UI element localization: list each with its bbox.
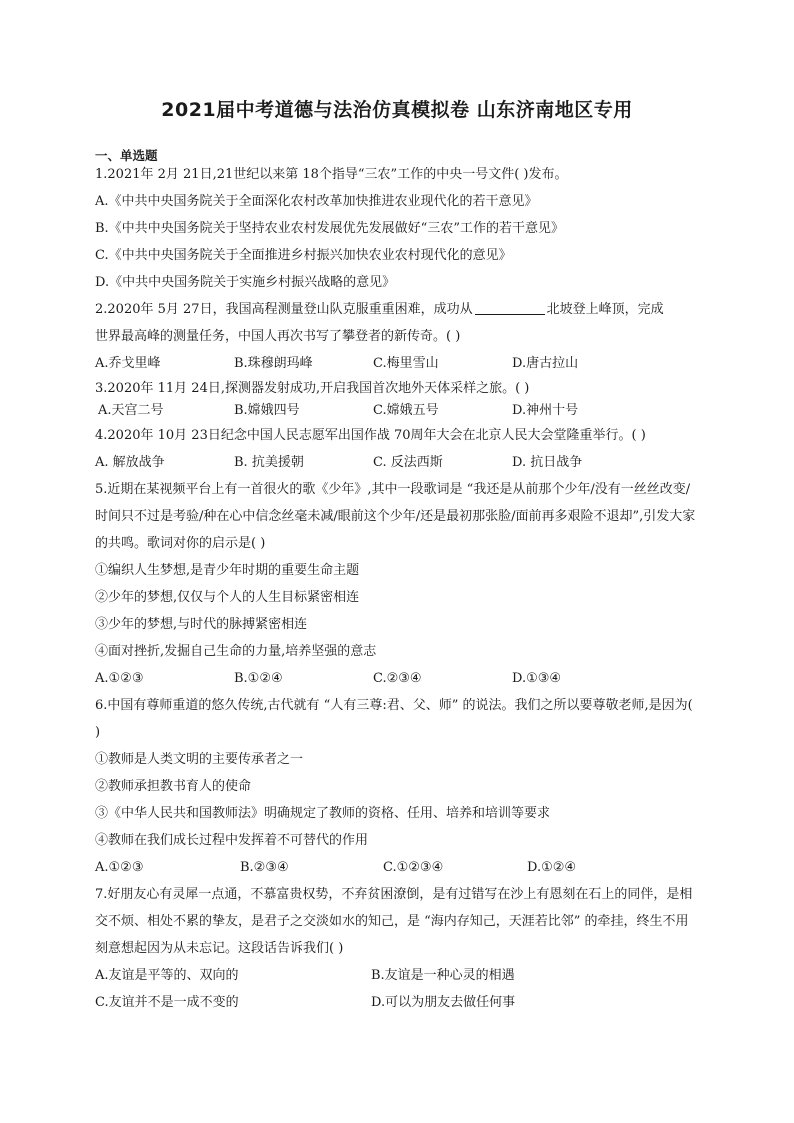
section-heading: 一、单选题 xyxy=(95,148,158,163)
question-3-option-a: A.天宫二号 xyxy=(98,403,164,418)
question-2-stem-cont: 世界最高峰的测量任务，中国人再次书写了攀登者的新传奇。( ) xyxy=(95,329,461,344)
question-5-option-a: A.①②③ xyxy=(95,671,144,686)
question-6-option-b: B.②③④ xyxy=(240,860,289,875)
question-6-option-d: D.①②④ xyxy=(527,860,577,875)
question-2-stem-part-b: 北坡登上峰顶，完成 xyxy=(546,302,664,317)
question-5-statement-2: ②少年的梦想,仅仅与个人的人生目标紧密相连 xyxy=(95,590,360,605)
question-7-options-row-1 xyxy=(95,962,701,989)
question-2-stem xyxy=(95,296,701,323)
question-7-option-b: B.友谊是一种心灵的相遇 xyxy=(371,968,515,983)
question-7-stem: 7.好朋友心有灵犀一点通，不慕富贵权势，不弃贫困潦倒，是有过错写在沙上有恩刻在石上的同伴，是相交不烦、相处不累的挚友，是君子之交淡如水的知己，是 “海内存知己，天涯若比邻” 的牵挂，终生不用刻意想起因为从未忘记。这段话告诉我们( ) xyxy=(95,887,693,956)
question-4-option-a: A. 解放战争 xyxy=(95,455,165,470)
question-6-options xyxy=(95,854,701,881)
question-3-stem: 3.2020年 11月 24日,探测器发射成功,开启我国首次地外天体采样之旅。( ) xyxy=(95,381,530,396)
question-5-stem: 5.近期在某视频平台上有一首很火的歌《少年》,其中一段歌词是 “我还是从前那个少年/没有一丝丝改变/时间只不过是考验/种在心中信念丝毫未减/眼前这个少年/还是最初那张脸/面前再多艰险不退却”,引发大家的共鸣。歌词对你的启示是( ) xyxy=(95,482,696,551)
question-2-option-a: A.乔戈里峰 xyxy=(95,356,161,371)
page-title: 2021届中考道德与法治仿真模拟卷 山东济南地区专用 xyxy=(161,99,633,121)
question-6-statement-4: ④教师在我们成长过程中发挥着不可替代的作用 xyxy=(95,833,369,848)
question-4-stem: 4.2020年 10月 23日纪念中国人民志愿军出国作战 70周年大会在北京人民大会堂隆重举行。( ) xyxy=(95,428,646,443)
question-7-option-c: C.友谊并不是一成不变的 xyxy=(95,995,239,1010)
question-1-option-a: A.《中共中央国务院关于全面深化农村改革加快推进农业现代化的若干意见》 xyxy=(95,194,538,209)
question-5-statement-4: ④面对挫折,发掘自己生命的力量,培养坚强的意志 xyxy=(95,644,377,659)
question-1-option-c: C.《中共中央国务院关于全面推进乡村振兴加快农业农村现代化的意见》 xyxy=(95,248,512,263)
question-6-option-c: C.①②③④ xyxy=(383,860,444,875)
question-6-statement-3: ③《中华人民共和国教师法》明确规定了教师的资格、任用、培养和培训等要求 xyxy=(95,806,551,821)
question-3-option-c: C.嫦娥五号 xyxy=(373,403,439,418)
question-5-statement-1: ①编织人生梦想,是青少年时期的重要生命主题 xyxy=(95,563,360,578)
question-6-statement-2: ②教师承担教书育人的使命 xyxy=(95,779,252,794)
question-2-option-c: C.梅里雪山 xyxy=(373,356,439,371)
question-2-stem-part-a: 2.2020年 5月 27日，我国高程测量登山队克服重重困难，成功从 xyxy=(95,302,473,317)
question-1-option-d: D.《中共中央国务院关于实施乡村振兴战略的意见》 xyxy=(95,275,396,290)
question-5-statement-3: ③少年的梦想,与时代的脉搏紧密相连 xyxy=(95,617,308,632)
question-5-option-b: B.①②④ xyxy=(234,671,283,686)
question-3-option-d: D.神州十号 xyxy=(512,403,579,418)
question-1-option-b: B.《中共中央国务院关于坚持农业农村发展优先发展做好“三农”工作的若干意见》 xyxy=(95,221,564,236)
question-4-option-d: D. 抗日战争 xyxy=(512,455,583,470)
question-2-option-d: D.唐古拉山 xyxy=(512,356,579,371)
question-4-option-b: B. 抗美援朝 xyxy=(234,455,304,470)
question-7-option-d: D.可以为朋友去做任何事 xyxy=(371,995,516,1010)
question-7-option-a: A.友谊是平等的、双向的 xyxy=(95,968,239,983)
question-2-option-b: B.珠穆朗玛峰 xyxy=(234,356,313,371)
question-2-options xyxy=(95,350,701,377)
question-list xyxy=(95,161,701,1016)
question-6-stem: 6.中国有尊师重道的悠久传统,古代就有 “人有三尊:君、父、师” 的说法。我们之所以要尊敬老师,是因为( ) xyxy=(95,698,693,740)
question-3-options xyxy=(95,400,701,422)
question-5-option-c: C.②③④ xyxy=(373,671,422,686)
fill-in-blank xyxy=(475,298,545,315)
question-5-option-d: D.①③④ xyxy=(512,671,562,686)
question-6-option-a: A.①②③ xyxy=(95,860,144,875)
question-4-options xyxy=(95,449,701,476)
question-3-option-b: B.嫦娥四号 xyxy=(234,403,300,418)
question-5-options xyxy=(95,665,701,692)
question-4-option-c: C. 反法西斯 xyxy=(373,455,443,470)
question-1-stem: 1.2021年 2月 21日,21世纪以来第 18个指导“三农”工作的中央一号文件( )发布。 xyxy=(95,167,568,182)
question-7-options-row-2 xyxy=(95,989,701,1016)
question-6-statement-1: ①教师是人类文明的主要传承者之一 xyxy=(95,752,304,767)
